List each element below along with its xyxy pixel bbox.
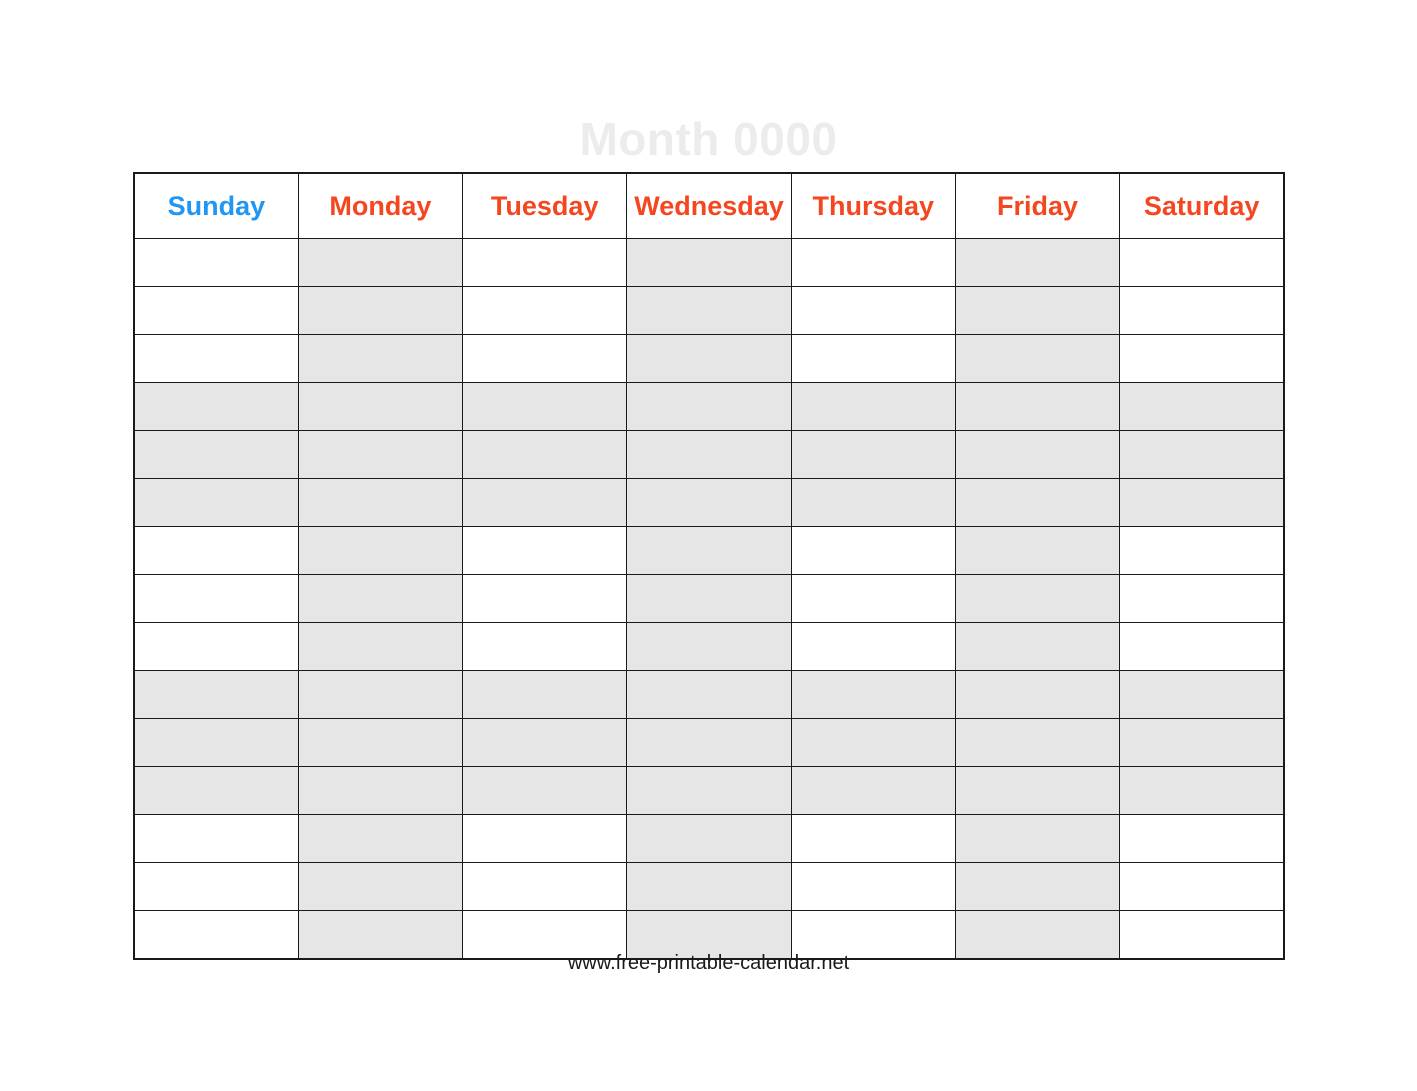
calendar-cell[interactable] [955,863,1119,911]
calendar-cell[interactable] [298,671,462,719]
calendar-cell[interactable] [463,287,627,335]
calendar-cell[interactable] [298,719,462,767]
calendar-cell[interactable] [463,383,627,431]
calendar-cell[interactable] [134,335,298,383]
calendar-cell[interactable] [134,671,298,719]
calendar-cell[interactable] [955,479,1119,527]
calendar-cell[interactable] [1120,239,1284,287]
calendar-cell[interactable] [627,719,791,767]
calendar-row [134,383,1284,431]
calendar-cell[interactable] [791,815,955,863]
calendar-cell[interactable] [298,527,462,575]
calendar-row [134,671,1284,719]
calendar-cell[interactable] [463,767,627,815]
calendar-cell[interactable] [791,623,955,671]
calendar-cell[interactable] [791,527,955,575]
calendar-cell[interactable] [791,287,955,335]
calendar-cell[interactable] [955,719,1119,767]
calendar-cell[interactable] [1120,431,1284,479]
calendar-cell[interactable] [791,863,955,911]
calendar-container [133,172,1285,960]
calendar-cell[interactable] [463,863,627,911]
calendar-cell[interactable] [791,383,955,431]
calendar-row [134,623,1284,671]
calendar-cell[interactable] [955,239,1119,287]
calendar-cell[interactable] [627,479,791,527]
calendar-cell[interactable] [627,767,791,815]
calendar-cell[interactable] [134,527,298,575]
calendar-row [134,575,1284,623]
calendar-cell[interactable] [627,287,791,335]
calendar-cell[interactable] [134,767,298,815]
calendar-cell[interactable] [627,527,791,575]
calendar-cell[interactable] [791,479,955,527]
calendar-cell[interactable] [955,527,1119,575]
calendar-cell[interactable] [298,479,462,527]
calendar-cell[interactable] [627,239,791,287]
calendar-cell[interactable] [1120,575,1284,623]
calendar-cell[interactable] [791,671,955,719]
calendar-row [134,335,1284,383]
calendar-header-row [134,173,1284,239]
calendar-cell[interactable] [134,623,298,671]
weekday-header-tuesday: Tuesday [463,173,627,239]
calendar-cell[interactable] [134,479,298,527]
calendar-cell[interactable] [134,287,298,335]
calendar-cell[interactable] [627,863,791,911]
calendar-cell[interactable] [134,431,298,479]
calendar-cell[interactable] [955,335,1119,383]
calendar-row [134,287,1284,335]
calendar-cell[interactable] [791,335,955,383]
calendar-cell[interactable] [463,527,627,575]
calendar-row [134,815,1284,863]
calendar-cell[interactable] [463,719,627,767]
calendar-row [134,527,1284,575]
calendar-cell[interactable] [955,383,1119,431]
calendar-cell[interactable] [1120,623,1284,671]
calendar-cell[interactable] [1120,767,1284,815]
calendar-cell[interactable] [791,239,955,287]
calendar-cell[interactable] [463,479,627,527]
calendar-row [134,239,1284,287]
calendar-cell[interactable] [463,815,627,863]
calendar-cell[interactable] [1120,671,1284,719]
calendar-cell[interactable] [298,623,462,671]
calendar-cell[interactable] [298,815,462,863]
calendar-cell[interactable] [298,431,462,479]
calendar-cell[interactable] [134,815,298,863]
calendar-cell[interactable] [463,671,627,719]
calendar-cell[interactable] [298,863,462,911]
calendar-row [134,863,1284,911]
calendar-cell[interactable] [1120,719,1284,767]
calendar-cell[interactable] [791,431,955,479]
calendar-body [134,239,1284,960]
calendar-cell[interactable] [463,335,627,383]
calendar-cell[interactable] [955,575,1119,623]
calendar-row [134,767,1284,815]
footer-website-link[interactable]: www.free-printable-calendar.net [567,952,850,974]
calendar-cell[interactable] [627,575,791,623]
calendar-cell[interactable] [298,575,462,623]
calendar-table [133,172,1285,960]
calendar-cell[interactable] [298,239,462,287]
calendar-cell[interactable] [1120,527,1284,575]
calendar-cell[interactable] [791,719,955,767]
calendar-cell[interactable] [1120,335,1284,383]
calendar-cell[interactable] [627,815,791,863]
calendar-cell[interactable] [627,671,791,719]
calendar-cell[interactable] [1120,863,1284,911]
calendar-cell[interactable] [955,815,1119,863]
calendar-cell[interactable] [955,287,1119,335]
calendar-cell[interactable] [1120,383,1284,431]
weekday-header-thursday: Thursday [791,173,955,239]
calendar-cell[interactable] [298,335,462,383]
calendar-cell[interactable] [955,431,1119,479]
page-title: Month 0000 [579,113,838,165]
calendar-row [134,431,1284,479]
calendar-cell[interactable] [1120,479,1284,527]
calendar-cell[interactable] [463,431,627,479]
weekday-header-row [134,173,1284,239]
calendar-cell[interactable] [791,767,955,815]
calendar-cell[interactable] [463,239,627,287]
calendar-cell[interactable] [134,383,298,431]
calendar-cell[interactable] [463,623,627,671]
weekday-header-sunday: Sunday [134,173,298,239]
calendar-cell[interactable] [134,575,298,623]
calendar-cell[interactable] [134,863,298,911]
calendar-cell[interactable] [791,575,955,623]
calendar-cell[interactable] [298,287,462,335]
calendar-cell[interactable] [955,671,1119,719]
calendar-cell[interactable] [298,383,462,431]
calendar-cell[interactable] [627,383,791,431]
weekday-header-wednesday: Wednesday [627,173,791,239]
calendar-cell[interactable] [627,431,791,479]
calendar-cell[interactable] [1120,815,1284,863]
calendar-cell[interactable] [627,623,791,671]
calendar-cell[interactable] [955,767,1119,815]
weekday-header-friday: Friday [955,173,1119,239]
calendar-cell[interactable] [463,575,627,623]
calendar-cell[interactable] [134,719,298,767]
calendar-row [134,719,1284,767]
weekday-header-monday: Monday [298,173,462,239]
calendar-cell[interactable] [1120,287,1284,335]
calendar-cell[interactable] [627,335,791,383]
calendar-cell[interactable] [955,623,1119,671]
calendar-cell[interactable] [134,239,298,287]
calendar-cell[interactable] [298,767,462,815]
weekday-header-saturday: Saturday [1120,173,1284,239]
calendar-row [134,479,1284,527]
